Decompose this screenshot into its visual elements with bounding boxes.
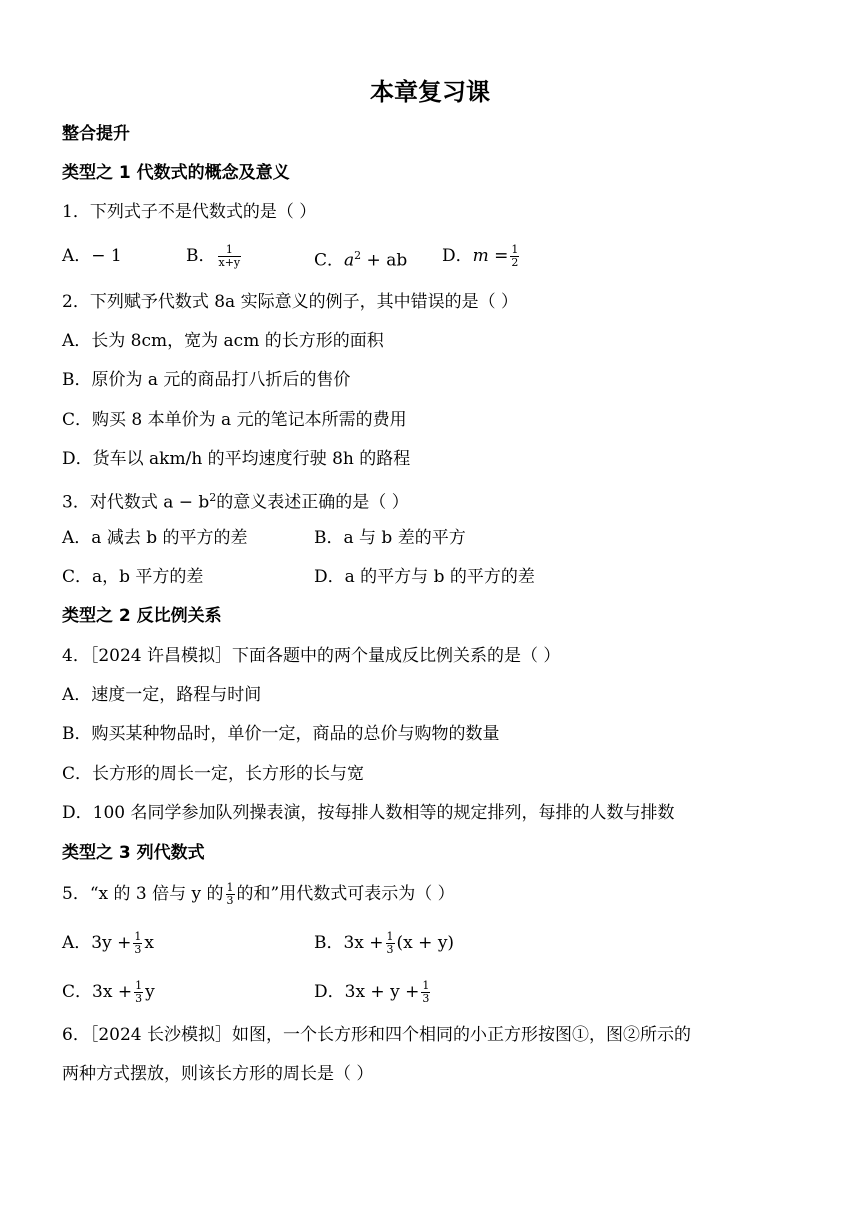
q1-option-d: D．m = $\frac{1}{2}$ (442, 243, 519, 269)
q4-option-c: C．长方形的周长一定，长方形的长与宽 (62, 764, 365, 784)
type-heading-2: 类型之 2 反比例关系 (62, 606, 222, 626)
q2-option-d: D．货车以 akm/h 的平均速度行驶 8h 的路程 (62, 449, 411, 469)
q5-option-c: C．3x + $\frac{1}{3}$ y (62, 979, 155, 1005)
question-3-stem: 3．对代数式 $a - b^2$的意义表述正确的是（ ） (62, 491, 409, 513)
q2-option-b: B．原价为 a 元的商品打八折后的售价 (62, 370, 351, 390)
q5-option-d: D．3x + y + $\frac{1}{3}$ (314, 979, 430, 1005)
q3-option-a: A．a 减去 b 的平方的差 (62, 528, 248, 548)
type-heading-1: 类型之 1 代数式的概念及意义 (62, 163, 290, 183)
page-title: 本章复习课 (370, 78, 490, 106)
q4-option-b: B．购买某种物品时，单价一定，商品的总价与购物的数量 (62, 724, 500, 744)
q3-option-b: B．a 与 b 差的平方 (314, 528, 466, 548)
question-4-stem: 4．［2024 许昌模拟］下面各题中的两个量成反比例关系的是（ ） (62, 646, 561, 666)
question-1-stem: 1．下列式子不是代数式的是（ ） (62, 202, 317, 222)
section-heading: 整合提升 (62, 124, 130, 144)
type-heading-3: 类型之 3 列代数式 (62, 843, 205, 863)
q1-option-c: C．$a^2$ + ab (314, 249, 408, 271)
q5-option-a: A．3y + $\frac{1}{3}$ x (62, 930, 154, 956)
q3-option-d: D．a 的平方与 b 的平方的差 (314, 567, 535, 587)
q5-option-b: B．3x + $\frac{1}{3}$ (x + y) (314, 930, 455, 956)
q2-option-a: A．长为 8cm，宽为 acm 的长方形的面积 (62, 331, 384, 351)
question-5-stem: 5．“x 的 3 倍与 y 的 $\frac{1}{3}$ 的和”用代数式可表示为（ ） (62, 881, 455, 907)
q4-option-a: A．速度一定，路程与时间 (62, 685, 262, 705)
q3-option-c: C．a，b 平方的差 (62, 567, 204, 587)
q1-option-b: B． $\frac{1}{x+y}$ (186, 243, 241, 269)
question-6-stem-line-2: 两种方式摆放，则该长方形的周长是（ ） (62, 1064, 374, 1084)
q2-option-c: C．购买 8 本单价为 a 元的笔记本所需的费用 (62, 410, 407, 430)
question-6-stem-line-1: 6．［2024 长沙模拟］如图，一个长方形和四个相同的小正方形按图①，图②所示的 (62, 1025, 691, 1045)
question-2-stem: 2．下列赋予代数式 8a 实际意义的例子，其中错误的是（ ） (62, 292, 518, 312)
q1-option-a: A．− 1 (62, 246, 122, 266)
q4-option-d: D．100 名同学参加队列操表演，按每排人数相等的规定排列，每排的人数与排数 (62, 803, 675, 823)
